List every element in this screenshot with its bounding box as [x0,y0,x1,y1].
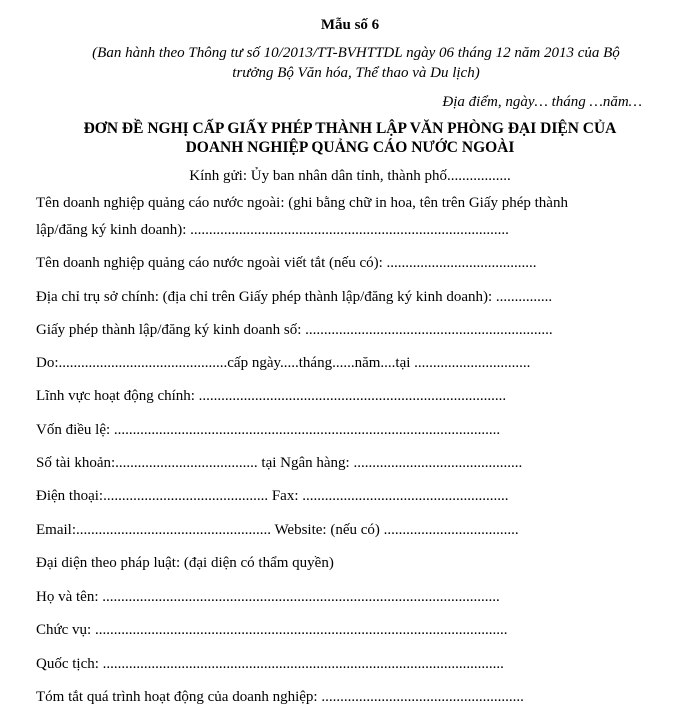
field-position: Chức vụ: .............................................................................................................. [36,622,508,638]
document-title-line-2: DOANH NGHIỆP QUẢNG CÁO NƯỚC NGOÀI [185,139,515,156]
field-company-abbrev: Tên doanh nghiệp quảng cáo nước ngoài viết tắt (nếu có): ........................................ [36,255,537,271]
issuance-note-line-1: (Ban hành theo Thông tư số 10/2013/TT-BVHTTDL ngày 06 tháng 12 năm 2013 của Bộ [92,45,620,61]
field-license-number: Giấy phép thành lập/đăng ký kinh doanh số: .................................................................. [36,322,553,338]
field-phone-fax: Điện thoại:............................................ Fax: ....................................................... [36,488,509,504]
field-company-name-cont: lập/đăng ký kinh doanh): ..................................................................................... [36,222,509,238]
field-main-activity: Lĩnh vực hoạt động chính: .................................................................................. [36,388,507,404]
field-legal-representative: Đại diện theo pháp luật: (đại diện có thẩm quyền) [36,555,334,571]
field-nationality: Quốc tịch: ........................................................................................................... [36,656,504,672]
field-full-name: Họ và tên: .......................................................................................................... [36,589,500,605]
form-number: Mẫu số 6 [320,17,380,33]
issuance-note-line-2: trưởng Bộ Văn hóa, Thể thao và Du lịch) [232,65,480,81]
field-bank-account: Số tài khoản:...................................... tại Ngân hàng: ............................................. [36,455,523,471]
field-charter-capital: Vốn điều lệ: ....................................................................................................... [36,422,501,438]
document-title-line-1: ĐƠN ĐỀ NGHỊ CẤP GIẤY PHÉP THÀNH LẬP VĂN PHÒNG ĐẠI DIỆN CỦA [83,120,617,137]
field-activity-summary: Tóm tắt quá trình hoạt động của doanh nghiệp: ...................................................... [36,689,524,705]
field-email-website: Email:.................................................... Website: (nếu có) .................................... [36,522,519,538]
field-company-name: Tên doanh nghiệp quảng cáo nước ngoài: (ghi bằng chữ in hoa, tên trên Giấy phép thành [36,195,568,211]
recipient-line: Kính gửi: Ủy ban nhân dân tỉnh, thành phố................. [189,168,511,184]
field-head-office-address: Địa chỉ trụ sở chính: (địa chỉ trên Giấy phép thành lập/đăng ký kinh doanh): ............... [36,289,553,305]
place-date-line: Địa điểm, ngày… tháng …năm… [442,94,642,110]
field-issued-by-date: Do:.............................................cấp ngày.....tháng......năm....tại ............................... [36,355,531,371]
